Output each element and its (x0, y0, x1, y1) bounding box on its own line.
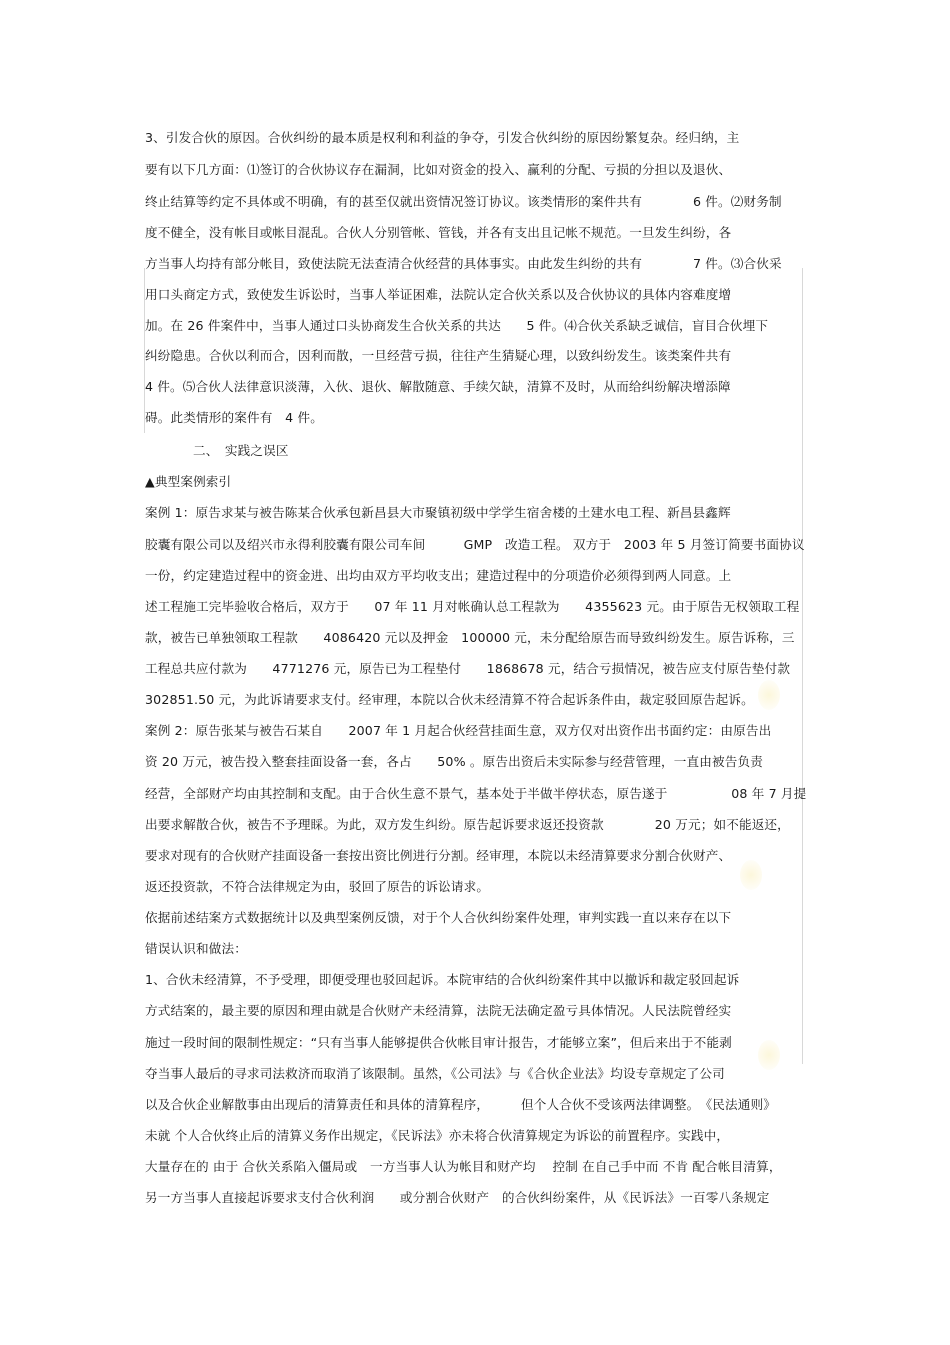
text-line: 资 20 万元，被告投入整套挂面设备一套，各占 50% 。原告出资后未实际参与经营管理，一直由被告负责 (145, 754, 763, 769)
text-line: 1、合伙未经清算，不予受理，即便受理也驳回起诉。本院审结的合伙纠纷案件其中以撤诉和裁定驳回起诉 (145, 972, 740, 987)
text-line: 施过一段时间的限制性规定：“只有当事人能够提供合伙帐目审计报告，才能够立案”，但后来出于不能剥 (145, 1035, 732, 1050)
text-line: 另一方当事人直接起诉要求支付合伙利润 或分割合伙财产 的合伙纠纷案件，从《民诉法》一百零八条规定 (145, 1190, 770, 1205)
text-line: 返还投资款，不符合法律规定为由，驳回了原告的诉讼请求。 (145, 879, 490, 894)
text-line: 用口头商定方式，致使发生诉讼时，当事人举证困难，法院认定合伙关系以及合伙协议的具体内容难度增 (145, 287, 732, 302)
text-line: 4 件。⑸合伙人法律意识淡薄，入伙、退伙、解散随意、手续欠缺，清算不及时，从而给纠纷解决增添障 (145, 379, 731, 394)
text-line: 以及合伙企业解散事由出现后的清算责任和具体的清算程序， 但个人合伙不受该两法律调整。 《民法通则》 (145, 1097, 777, 1112)
text-line: 案例 1：原告求某与被告陈某合伙承包新昌县大市聚镇初级中学学生宿舍楼的土建水电工程、新昌县鑫辉 (145, 505, 731, 520)
text-line: 要求对现有的合伙财产挂面设备一套按出资比例进行分割。经审理，本院以未经清算要求分割合伙财产、 (145, 848, 732, 863)
text-line: 终止结算等约定不具体或不明确，有的甚至仅就出资情况签订协议。该类情形的案件共有 6 件。⑵财务制 (145, 194, 782, 209)
text-line: 胶囊有限公司以及绍兴市永得利胶囊有限公司车间 GMP 改造工程。 双方于 2003 年 5 月签订简要书面协议 (145, 537, 805, 552)
text-line: 经营，全部财产均由其控制和支配。由于合伙生意不景气，基本处于半做半停状态，原告遂于 08 年 7 月提 (145, 786, 807, 801)
text-line: 方式结案的，最主要的原因和理由就是合伙财产未经清算，法院无法确定盈亏具体情况。人民法院曾经实 (145, 1003, 732, 1018)
text-line: 错误认识和做法： (145, 941, 247, 956)
text-line: 要有以下几方面：⑴签订的合伙协议存在漏洞，比如对资金的投入、赢利的分配、亏损的分担以及退伙、 (145, 162, 732, 177)
scan-smudge (758, 1040, 780, 1070)
text-line: 碍。此类情形的案件有 4 件。 (145, 410, 323, 425)
text-line: 夺当事人最后的寻求司法救济而取消了该限制。虽然，《公司法》与《合伙企业法》均设专章规定了公司 (145, 1066, 725, 1081)
text-line: 述工程施工完毕验收合格后，双方于 07 年 11 月对帐确认总工程款为 4355623 元。由于原告无权领取工程 (145, 599, 800, 614)
subsection-heading: ▲典型案例索引 (145, 474, 232, 489)
scan-border-right (802, 268, 803, 1064)
text-line: 加。在 26 件案件中，当事人通过口头协商发生合伙关系的共达 5 件。⑷合伙关系缺乏诚信，盲目合伙埋下 (145, 318, 769, 333)
text-line: 案例 2：原告张某与被告石某自 2007 年 1 月起合伙经营挂面生意，双方仅对出资作出书面约定：由原告出 (145, 723, 772, 738)
text-line: 依据前述结案方式数据统计以及典型案例反馈，对于个人合伙纠纷案件处理，审判实践一直以来存在以下 (145, 910, 732, 925)
text-line: 大量存在的 由于 合伙关系陷入僵局或 一方当事人认为帐目和财产均 控制 在自己手中而 不肯 配合帐目清算， (145, 1159, 782, 1174)
text-line: 款，被告已单独领取工程款 4086420 元以及押金 100000 元，未分配给原告而导致纠纷发生。原告诉称，三 (145, 630, 795, 645)
text-line: 未就 个人合伙终止后的清算义务作出规定，《民诉法》亦未将合伙清算规定为诉讼的前置程序。实践中， (145, 1128, 730, 1143)
text-line: 方当事人均持有部分帐目，致使法院无法查清合伙经营的具体事实。由此发生纠纷的共有 7 件。⑶合伙采 (145, 256, 782, 271)
text-line: 3、引发合伙的原因。合伙纠纷的最本质是权利和利益的争夺，引发合伙纠纷的原因纷繁复杂。经归纳，主 (145, 130, 740, 145)
text-line: 出要求解散合伙，被告不予理睬。为此，双方发生纠纷。原告起诉要求返还投资款 20 万元；如不能返还， (145, 817, 790, 832)
text-line: 工程总共应付款为 4771276 元，原告已为工程垫付 1868678 元，结合亏损情况，被告应支付原告垫付款 (145, 661, 791, 676)
scan-smudge (758, 680, 780, 710)
section-heading: 二、 实践之误区 (193, 443, 289, 458)
text-line: 一份，约定建造过程中的资金进、出均由双方平均收支出；建造过程中的分项造价必须得到两人同意。上 (145, 568, 732, 583)
scan-smudge (740, 860, 762, 890)
text-line: 纠纷隐患。合伙以利而合，因利而散，一旦经营亏损，往往产生猜疑心理，以致纠纷发生。该类案件共有 (145, 348, 732, 363)
text-line: 度不健全，没有帐目或帐目混乱。合伙人分别管帐、管钱，并各有支出且记帐不规范。一旦发生纠纷，各 (145, 225, 732, 240)
text-line: 302851.50 元，为此诉请要求支付。经审理，本院以合伙未经清算不符合起诉条件由，裁定驳回原告起诉。 (145, 692, 754, 707)
